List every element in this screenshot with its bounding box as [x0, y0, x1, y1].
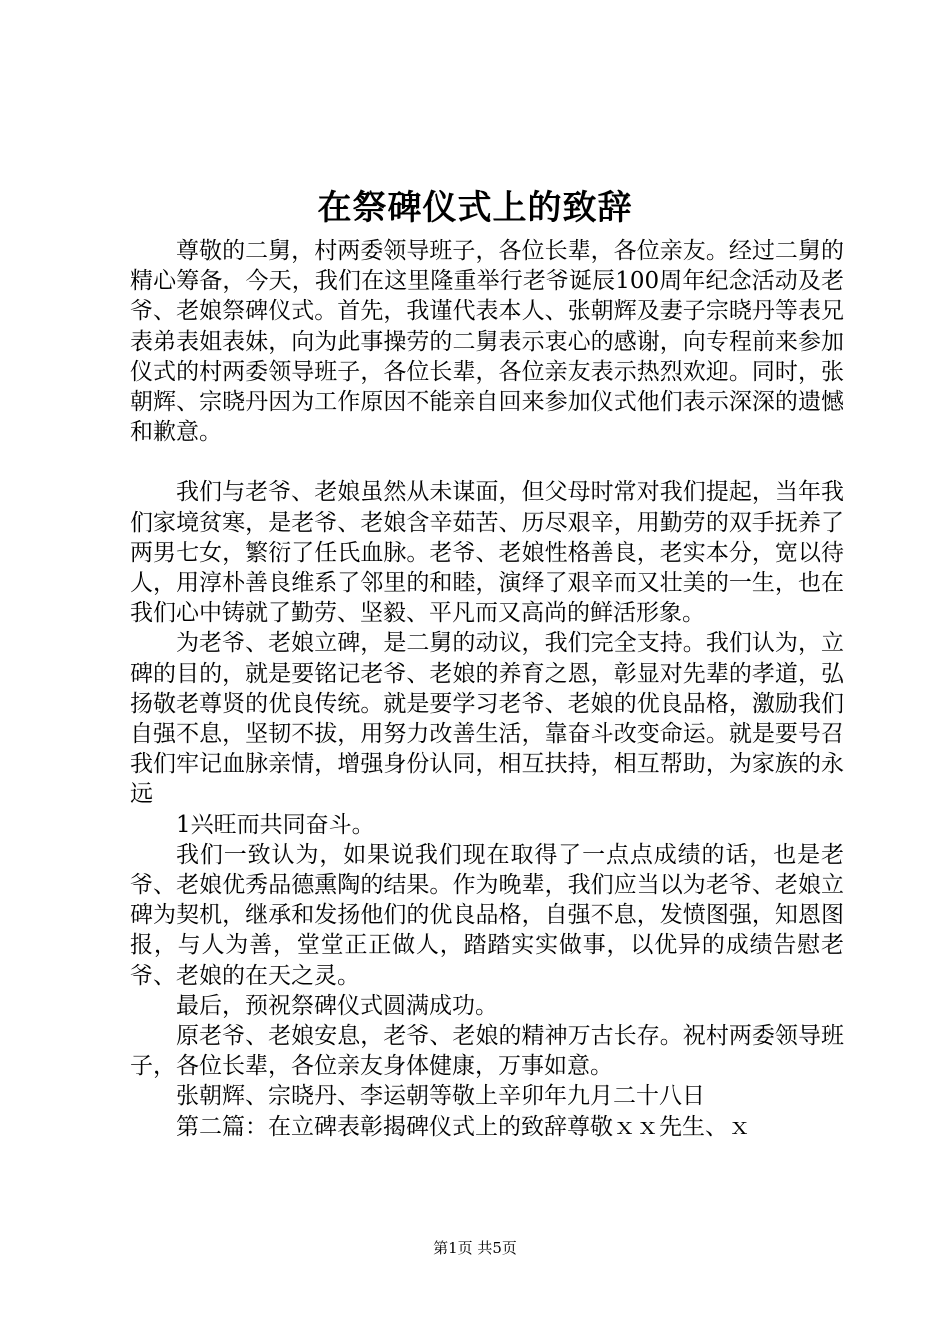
document-body [130, 236, 844, 1142]
paragraph-closing-wish: 最后，预祝祭碑仪式圆满成功。 [176, 992, 498, 1019]
paragraph-consensus: 我们一致认为，如果说我们现在取得了一点点成绩的话，也是老爷、老娘优秀品德熏陶的结果。作为晚辈，我们应当以为老爷、老娘立碑为契机，继承和发扬他们的优良品格，自强不息，发愤图强，知恩图报，与人为善，堂堂正正做人，踏踏实实做事，以优异的成绩告慰老爷、老娘的在天之灵。 [130, 841, 844, 989]
paragraph-spacer [130, 447, 844, 477]
page-footer: 第1页 共5页 [433, 1239, 517, 1257]
paragraph-purpose-continued: 1兴旺而共同奋斗。 [176, 811, 375, 838]
paragraph-memories: 我们与老爷、老娘虽然从未谋面，但父母时常对我们提起，当年我们家境贫寒，是老爷、老娘含辛茹苦、历尽艰辛，用勤劳的双手抚养了两男七女，繁衍了任氏血脉。老爷、老娘性格善良，老实本分，宽以待人，用淳朴善良维系了邻里的和睦，演绎了艰辛而又壮美的一生，也在我们心中铸就了勤劳、坚毅、平凡而又高尚的鲜活形象。 [130, 479, 844, 627]
paragraph-purpose: 为老爷、老娘立碑，是二舅的动议，我们完全支持。我们认为，立碑的目的，就是要铭记老爷、老娘的养育之恩，彰显对先辈的孝道，弘扬敬老尊贤的优良传统。就是要学习老爷、老娘的优良品格，激励我们自强不息，坚韧不拔，用努力改善生活，靠奋斗改变命运。就是要号召我们牢记血脉亲情，增强身份认同，相互扶持，相互帮助，为家族的永远 [130, 630, 844, 808]
paragraph-next-article: 第二篇：在立碑表彰揭碑仪式上的致辞尊敬ｘｘ先生、ｘ [176, 1113, 751, 1140]
paragraph-signature: 张朝辉、宗晓丹、李运朝等敬上辛卯年九月二十八日 [176, 1083, 705, 1110]
page-title: 在祭碑仪式上的致辞 [317, 188, 633, 228]
paragraph-blessing: 原老爷、老娘安息，老爷、老娘的精神万古长存。祝村两委领导班子，各位长辈，各位亲友身体健康，万事如意。 [130, 1023, 844, 1080]
paragraph-greeting: 尊敬的二舅，村两委领导班子，各位长辈，各位亲友。经过二舅的精心筹备，今天，我们在这里隆重举行老爷诞辰100周年纪念活动及老爷、老娘祭碑仪式。首先，我谨代表本人、张朝辉及妻子宗晓丹等表兄表弟表姐表妹，向为此事操劳的二舅表示衷心的感谢，向专程前来参加仪式的村两委领导班子，各位长辈，各位亲友表示热烈欢迎。同时，张朝辉、宗晓丹因为工作原因不能亲自回来参加仪式他们表示深深的遗憾和歉意。 [130, 238, 844, 446]
